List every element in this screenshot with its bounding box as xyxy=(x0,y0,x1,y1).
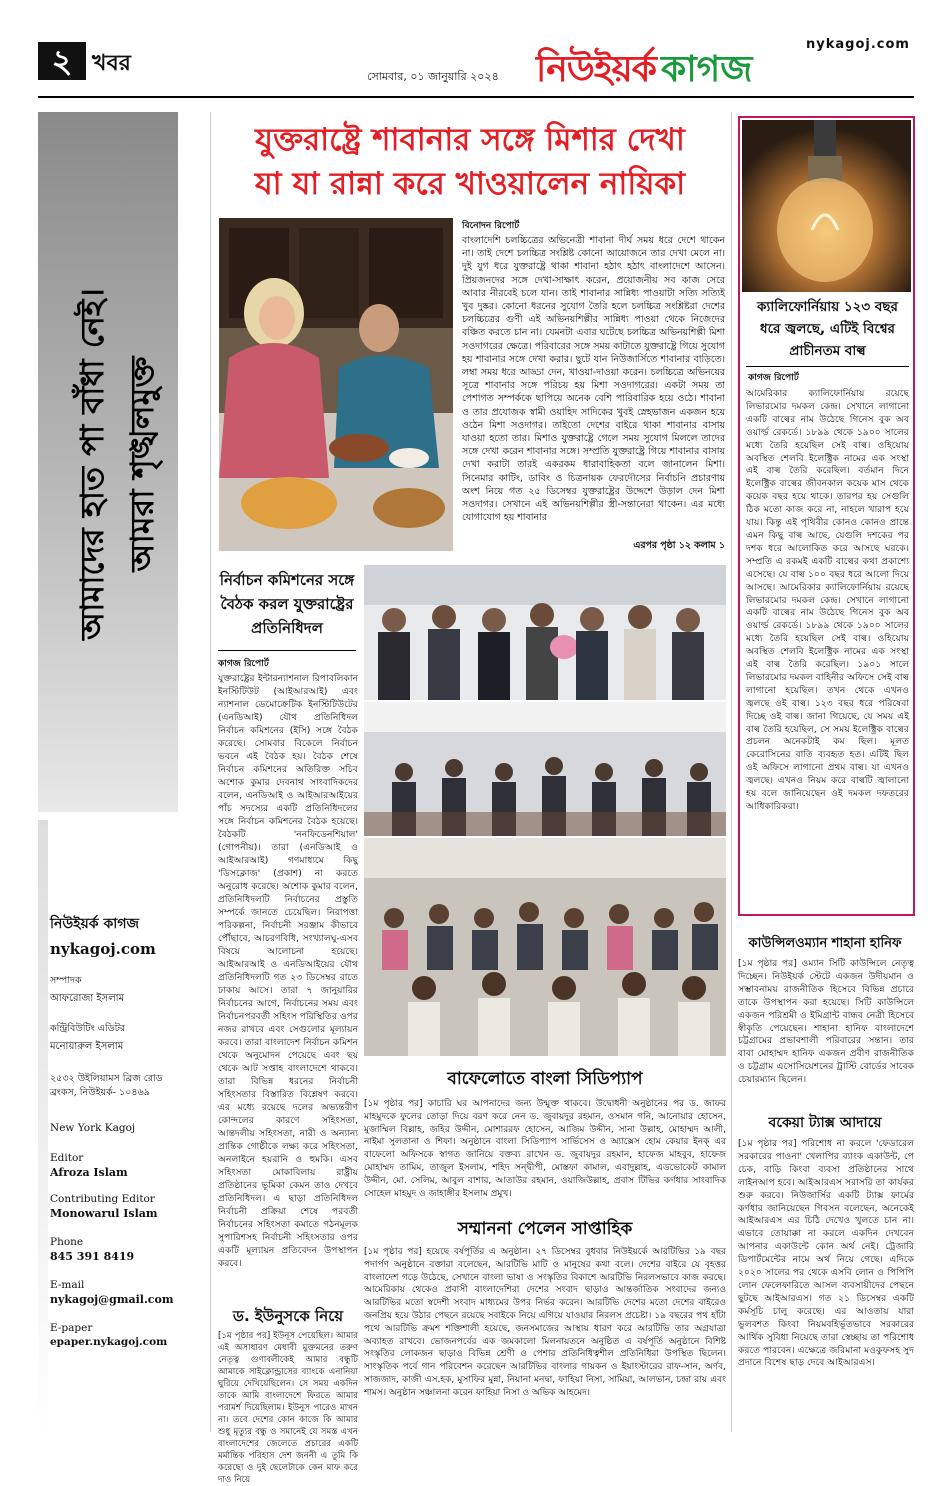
bulb-headline: ক্যালিফোর্নিয়ায় ১২৩ বছর ধরে জ্বলছে, এটিই বিশ্বের প্রাচীনতম বাল্ব xyxy=(757,299,898,359)
imprint-editor-name: Afroza Islam xyxy=(50,1166,128,1179)
lead-byline: বিনোদন রিপোর্ট xyxy=(462,221,520,231)
imprint-epaper: epaper.nykagoj.com xyxy=(50,1336,168,1348)
election-headline: নির্বাচন কমিশনের সঙ্গে বৈঠক করল যুক্তরাষ্ট্রের প্রতিনিধিদল xyxy=(219,571,355,637)
masthead-site: nykagoj.com xyxy=(806,37,910,52)
imprint-phone-label: Phone xyxy=(50,1236,84,1248)
page-number-badge: ২ xyxy=(38,42,86,80)
lead-photo xyxy=(219,218,453,551)
lead-headline-line-2: যা যা রান্না করে খাওয়ালেন নায়িকা xyxy=(254,166,686,202)
imprint-editor-label-bn: সম্পাদক xyxy=(50,975,82,986)
issue-date: সোমবার, ০১ জানুয়ারি ২০২৪ xyxy=(367,70,499,83)
imprint-site: nykagoj.com xyxy=(50,940,156,958)
imprint-email-label: E-mail xyxy=(50,1279,85,1291)
imprint-editor-label: Editor xyxy=(50,1152,84,1164)
bulb-rule xyxy=(746,366,909,367)
imprint-contrib-label: Contributing Editor xyxy=(50,1193,155,1205)
column-rule-1 xyxy=(210,112,211,1432)
imprint-address-bn: ২৫৩২ উইলিয়ামস ব্রিজ রোড ব্রংকস, নিউইয়র্ক- ১০৪৬৯ xyxy=(50,1073,163,1098)
imprint-email: nykagoj@gmail.com xyxy=(50,1293,174,1306)
tax-body: [১ম পৃষ্ঠার পর] পরিশোধ না করলে 'ফেডারেল সরকারের পাওনা' খেলাপির ব্যাংক একাউন্ট, পে চেক, বাড়ি কিংবা ব্যবসা প্রতিষ্ঠানের সাথে লাইনআপ হবে। আইআরএস সরাসরি তা কার্যকর শুরু করবে। নিউজার্সির একটি ট্যাক্স ফার্মের কর্ণধার জানিয়েছেন গিবসন বলেছেন, অনেকেই আইআরএস এর চিঠি দেখেও খুলতে চান না। এভাবে তোয়াক্কা না করলে একদিন দেখবেন আপনার একাউন্টে কোন অর্থ নেই। ট্রেজারি ডিপার্টমেন্টের নামে অর্থ নিয়ে গেছে। এদিকে ২০২০ সালের পর থেকে এসবি লোন ও পিপিপি লোন ফেলেফারিতে আসল ব্যবসায়ীদের পেছনে ছুটছে আইআরএস। গত ২১ ডিসেম্বর একটি কর্মসূচি চালু করেছে। এর আওতায় যারা ভুলবশত কিংবা নিয়মবহির্ভূতভাবে সরকারের আর্থিক সুবিধা নিয়েছে তারা স্বেচ্ছায় তা পরিশোধ করতে পারবেন। এক্ষেত্রে জরিমানা মওকুফসহ সুদ প্রদানে বিশেষ ছাড় দেবে আইআরএস। xyxy=(738,1138,914,1369)
masthead-logo-part1: নিউইয়র্ক xyxy=(536,49,656,90)
imprint-contrib-name: Monowarul Islam xyxy=(50,1207,158,1220)
imprint-epaper-label: E-paper xyxy=(50,1322,93,1334)
group-photo-icon xyxy=(364,565,726,700)
lead-body: বাংলাদেশি চলচ্চিত্রের অভিনেত্রী শাবানা দীর্ঘ সময় ধরে দেশে থাকেন না। তাই দেশে চলচ্চিত্র সংশ্লিষ্ট কোনো আয়োজনে তার দেখা মেলে না। দুই যুগ ধরে যুক্তরাষ্ট্রে থাকা শাবানা হঠাৎ হঠাৎ বাংলাদেশে আসেন। প্রিয়জনদের সঙ্গে দেখা-সাক্ষাৎ করেন, প্রয়োজনীয় সব কাজ সেরে আবার নীরবেই চলে যান। তাই শাবানার সান্নিধ্য পাওয়াটা সত্যি সত্যিই খুব দুষ্কর। কোনো ধরনের সুযোগ তৈরি হলে চলচ্চিত্র সংশ্লিষ্টরা দেশের চলচ্চিত্রের গুণী এই অভিনয়শিল্পীর সান্নিধ্য পাওয়া থেকে নিজেদের বঞ্চিত করতে চান না। যেমনটা এবার ঘটেছে চলচ্চিত্র অভিনয়শিল্পী মিশা সওদাগরের ক্ষেত্রে। পরিবারের সঙ্গে সময় কাটাতে যুক্তরাষ্ট্রে গিয়ে সুযোগ হয় শাবানার সঙ্গে দেখা করার। ছুটে যান নিউজার্সিতে শাবানার বাড়িতে। লম্বা সময় ধরে আড্ডা দেন, খাওয়া-দাওয়া করেন। চলচ্চিত্রে অভিনয়ের সূত্রে শাবানার সঙ্গে পরিচয় হয় মিশা সওদাগরের। একটা সময় তা পেশাগত সম্পর্ককে ছাপিয়ে অনেক বেশি পারিবারিক হয়ে ওঠে। শাবানা ও তার প্রযোজক স্বামী ওয়াহিদ সাদিকের খুবই স্নেহভাজন একজন হয়ে ওঠেন মিশা সওদাগর। তাইতো দেশের বাইরে থাকা শাবানার বাসায় যাওয়া হতো তার। মিশাও যুক্তরাষ্ট্রে গেলে সময় সুযোগ মিললে তাদের সঙ্গে দেখা করেন শাবানার সঙ্গে। সম্প্রতি যুক্তরাষ্ট্রে গিয়ে শাবানার বাসায় দেখা করাটা তারই একরকম ধারাবাহিকতা বলে জানালেন মিশা। সিনেমার কাটিং, ডাবিং ও চিত্রনায়ক ফেরদৌসের নির্বাচনি প্রচারণায় অংশ নিয়ে গত ২৫ ডিসেম্বর যুক্তরাষ্ট্রের উদ্দেশে উড়াল দেন মিশা সওদাগর। সেখানে এই অভিনয়শিল্পীর স্ত্রী-সন্তানেরা থাকেন। এর মধ্যে যোগাযোগ হয় শাবানার xyxy=(462,235,725,524)
lead-headline xyxy=(215,118,725,206)
sidebar-fade-strip xyxy=(38,820,48,1440)
bulb-byline: কাগজ রিপোর্ট xyxy=(748,373,799,383)
yunus-headline-wide: ড. ইউনুসকে নিয়ে xyxy=(232,1307,344,1325)
weekly-body: [১ম পৃষ্ঠার পর] হয়েছে বর্ষপূর্তির এ অনুষ্ঠান। ২৭ ডিসেম্বর বুধবার নিউইয়র্কে আরটিভির ১৯ বছর পদার্পণ অনুষ্ঠানে বক্তারা বলেছেন, আরটিভি মাটি ও মানুষের কথা বলে। দেশের বাইরে যে বৃহত্তর বাংলাদেশ গড়ে উঠেছে, সেখানে বাংলা ভাষা ও সংস্কৃতির বিকাশে আরটিভি নিরলসভাবে কাজ করছে। আমেরিকায় থেকেও প্রবাসী বাংলাদেশিরা দেশের সংবাদ ছাড়াও আন্তর্জাতিক সংবাদের জন্যও আরটিভির মতো স্বদেশী সংবাদ মাধ্যমের উপর নির্ভর করেন। আরটিভি দেশের মতো দেশের বাইরেও জনপ্রিয় হয়ে উঠার পেছনে রয়েছে সবাইকে নিয়ে এগিয়ে যাওয়ার নিরলস প্রচেষ্টা। ১৯ বছরের পথ হাঁটা পথে আরটিভি ক্রমশ শক্তিশালী হয়েছে, জনসমাজের আস্থায় ধারণ করে আরটিভি তার অগ্রযাত্রা অব্যাহত রাখবে। ভোজনপর্বের এক জমকালো মিলনায়তনে অনুষ্ঠিত এ বর্ষপূর্তি অনুষ্ঠানে বিশিষ্ট সংস্কৃতির লোকজন ছাড়াও বিভিন্ন শ্রেণী ও পেশার প্রতিনিধিত্বশীল প্রতিনিধিরা উপস্থিত ছিলেন। সাংস্কৃতিক পর্বে গান পরিবেশন করেছেন আরটিভির বাংলার গায়কন ও ইয়াংস্টারের রাফ-সান, অর্ণব, সাজজাদ, কাজী এস.হক, মুসাফির মুন্না, নিয়ানা মনদ্বা, ফাহিয়া নিসা, সামিয়া, আলভান, চন্দ্রা রায় এবং শামস। অনুষ্ঠান সঞ্চালনা করেন ফাহিয়া নিসা ও অভিক আহমেদ। xyxy=(364,1247,726,1398)
imprint-name-en: New York Kagoj xyxy=(50,1122,136,1134)
kitchen-photo-icon xyxy=(219,218,453,551)
election-byline: কাগজ রিপোর্ট xyxy=(218,659,269,669)
imprint-name-bn: নিউইয়র্ক কাগজ xyxy=(50,916,140,932)
imprint-contrib-name-bn: মনোয়ারুল ইসলাম xyxy=(50,1041,124,1052)
election-body: যুক্তরাষ্ট্রের ইন্টারন্যাশনাল রিপাবলিকান ইনস্টিটিউট (আইআরআই) এবং ন্যাশনাল ডেমোক্রেটিক ইনস্টিটিউটের (এনডিআই) যৌথ প্রতিনিধিদল নির্বাচন কমিশনের (ইসি) সঙ্গে বৈঠক করেছে। সোমবার বিকেলে নির্বাচন ভবনে এই বৈঠক হয়। বৈঠক শেষে নির্বাচন কমিশনের অতিরিক্ত সচিব অশোক কুমার দেবনাথ সাংবাদিকদের বলেন, এনডিআই ও আইআরআইয়ের পাঁচ সদস্যের একটি প্রতিনিধিদলের সঙ্গে নির্বাচন কমিশনের বৈঠক হয়েছে। বৈঠকটি 'ননফিডেনশিয়াল' (গোপনীয়)। তারা (এনডিআই ও আইআরআই) গণমাধ্যমে কিছু 'ডিসক্লোজ' (প্রকাশ) না করতে অনুরোধ করেছে। অশোক কুমার বলেন, প্রতিনিধিদলটি নির্বাচনের প্রস্তুতি সম্পর্কে জানতে চেয়েছিল। নিরাপত্তা পরিকল্পনা, নির্বাচনী সরঞ্জাম কীভাবে পৌঁছাবে, আচরণবিধি, সংখ্যালঘু-এসব বিষয়ে আলোচনা হয়েছে। আইআরআই ও এনডিআইয়ের যৌথ প্রতিনিধিদলটি গত ২৩ ডিসেম্বর রাতে ঢাকায় আসে। তারা ৭ জানুয়ারির নির্বাচনের আগে, নির্বাচনের সময় এবং নির্বাচনপরবর্তী সহিংস পরিস্থিতির ওপর নজর রাখবে এবং সেগুলোর মূল্যায়ন করবে। তারা বাংলাদেশ নির্বাচন কমিশন থেকে অনুমোদন পেয়েছে এবং ছয় থেকে আট সপ্তাহ বাংলাদেশে থাকবে। তারা বিভিন্ন ধরনের নির্বাচনী সহিংসতার বিস্তারিত বিশ্লেষণ করবে। এর মধ্যে রয়েছে দলের অভ্যন্তরীণ কোন্দলের কারণে সহিংসতা, আন্তদলীয় সহিংসতা, নারী ও অন্যান্য প্রান্তিক গোষ্ঠীকে লক্ষ্য করে সহিংসতা, অনলাইনে হয়রানি ও হুমকি। এসব সহিংসতা মোকাবিলায় রাষ্ট্রীয় প্রতিষ্ঠানের ভূমিকা কেমন তাও দেখবে প্রতিনিধিদল। এ ছাড়া প্রতিনিধিদল নির্বাচনী প্রক্রিয়া শেষে পরবর্তী নির্বাচনের সহিংসতা কমাতে গঠনমূলক সুপারিশসহ নির্বাচনী সহিংসতার ওপর একটি মূল্যায়ন প্রতিবেদন উপস্থাপন করবে। xyxy=(218,673,358,1269)
meeting-photo-3 xyxy=(364,838,726,1056)
council-body: [১ম পৃষ্ঠার পর] ওম্যান সিটি কাউন্সিলে নেতৃত্ব দিচ্ছেন। নিউইয়র্ক স্টেটে একজন উদীয়মান ও সম্ভাবনাময় রাজনীতিক হিসেবে বিভিন্ন প্রচারে তাকে উপস্থাপন করা হয়েছে। সিটি কাউন্সিলে একজন পরিশ্রমী ও ইমিগ্রান্ট বান্ধব নেত্রী হিসেবে স্বীকৃতি পেয়েছেন। শাহানা হানিফ বাংলাদেশে চট্টগ্রামের প্রভাবশালী পরিবারের সন্তান। তার বাবা মোহাম্মদ হানিফ একজন প্রবীণ রাজনীতিক ও চট্টগ্রাম এসোসিয়েশনের ট্রাস্টি বোর্ডের সাবেক চেয়ারম্যান ছিলেন। xyxy=(738,958,914,1086)
column-rule-2 xyxy=(731,112,732,1432)
lead-continued: এরপর পৃষ্ঠা ১২ কলাম ১ xyxy=(633,540,725,551)
masthead-logo xyxy=(536,42,914,88)
sidebar-imprint xyxy=(50,912,200,1348)
weekly-headline: সম্মাননা পেলেন সাপ্তাহিক xyxy=(457,1219,633,1239)
lead-headline-line-1: যুক্তরাষ্ট্রে শাবানার সঙ্গে মিশার দেখা xyxy=(255,122,685,158)
audience-photo-icon xyxy=(364,702,726,836)
yunus-body: [১ম পৃষ্ঠার পর] ইউনূস পেয়েছিল। আমার এই অসাধারণ মেধাবী মুক্তমনের তরুণ নেতৃত্ব গুণাবলীকেই আমার বন্ধুটি আমাকে সাইক্লোন্ড্রাসের ব্যাংকে এনানিয়া ঘুরিয়ে দেখিয়েছিলেন। সে সময় একদিন তাকে আমি বাংলাদেশে ফিরতে আমার পরামর্শ দিয়েছিলাম। ইউনুস পারেও মাখন না। তবে দেশের কোন কাজে কি আমার শুধু মৃত্যুর বন্ধু ও সমানেই যে সমস্ত এখন বাংলাদেশের জেলেতে প্রচারের একটি মর্মান্তিক পরিহাস দেশ জননী এ তুমি কি করেছো ও দুই ছেলেটাকে কেন মাফ করে দাও নিয়ে xyxy=(218,1331,358,1485)
imprint-editor-name-bn: আফরোজা ইসলাম xyxy=(50,993,125,1004)
sidebar-slogan xyxy=(40,112,176,812)
imprint-contrib-label-bn: কন্ট্রিবিউটিং এডিটর xyxy=(50,1023,126,1034)
imprint-phone: 845 391 8419 xyxy=(50,1250,135,1263)
bulb-body: আমেরিকার ক্যালিফোর্নিয়ায় রয়েছে লিভারমোর দমকল কেন্দ্র। সেখানে লাগানো একটি বাল্বের নাম উঠেছে গিনেস বুক অব ওয়ার্ল্ড রেকর্ডে। ১৮৯৯ থেকে ১৯০০ সালের মধ্যে তৈরি হয়েছিল সেই বাল্ব। ওহিয়োয় অবস্থিত শেলবি ইলেক্ট্রিক নামের এক সংস্থা এই বাল্ব তৈরি করেছিল। বর্তমান দিনে ইলেক্ট্রিক বাল্বের জীবনকাল কয়েক মাস থেকে কয়েক বছর হয়ে থাকে। তারপর হয় সেগুলি ঠিক মতো কাজ করে না, নাহলে খারাপ হয়ে যায়। কিন্তু এই পৃথিবীর কোনও কোনও প্রান্তে এমন কিছু বাল্ব আছে, যেগুলি দশকের পর দশক ধরে আলোকিত করে আসছে ঘরকে। সম্প্রতি এ রকমই একটি বাল্বের কথা প্রকাশ্যে এসেছে। যে বাল্ব ১০০ বছর ধরে আলো দিয়ে আসছে। আমেরিকার ক্যালিফোর্নিয়ায় রয়েছে লিভারমোর দমকল কেন্দ্র। সেখানে লাগানো একটি বাল্বের নাম উঠেছে গিনেস বুক অব ওয়ার্ল্ড রেকর্ডে। ১৮৯৯ থেকে ১৯০০ সালের মধ্যে তৈরি হয়েছিল সেই বাল্ব। ওহিয়োয় অবস্থিত শেলবি ইলেক্ট্রিক নামের এক সংস্থা এই বাল্ব তৈরি করেছিল। ১৯০১ সালে লিভারমোর দমকল বাহিনীর অফিসে সেই বাল্ব লাগানো হয়েছিল। তখন থেকে এখনও জ্বলছে ওই বাল্ব। ১২৩ বছর ধরে পরিষেবা দিচ্ছে ওই বাল্ব। জানা গিয়েছে, যে সময় এই বাল্ব তৈরি হয়েছিল, সে সময় ইলেক্ট্রিক বাল্বের প্রচলন অনেকটাই কম ছিল। মূলত কেরোসিনের বাতি ব্যবহৃত হত। এটিই ছিল ওই অফিসে লাগানো প্রথম বাল্ব। যা এখনও জ্বলছে। এখনও নিয়ম করে বাল্বটি জ্বালানো হয় বলে জানিয়েছেন ওই দমকল দফতরের আধিকারিকরা। xyxy=(746,388,909,812)
meeting-photo-2 xyxy=(364,702,726,836)
meeting-photo-1 xyxy=(364,565,726,700)
bulb-photo xyxy=(742,120,911,292)
slogan-line-1: আমাদের হাত পা বাঁধা নেই। xyxy=(73,288,111,640)
slogan-line-2: আমরা শৃঙ্খলমুক্ত xyxy=(123,356,161,572)
masthead-logo-part2: কাগজ xyxy=(661,49,753,90)
tax-headline: বকেয়া ট্যাক্স আদায়ে xyxy=(768,1115,882,1131)
council-headline: কাউন্সিলওম্যান শাহানা হানিফ xyxy=(748,936,902,951)
crowd-photo-icon xyxy=(364,838,726,1056)
section-label: খবর xyxy=(92,51,131,76)
header-rule xyxy=(38,96,914,98)
light-bulb-icon xyxy=(742,120,911,292)
election-rule xyxy=(218,650,356,651)
buffalo-body: [১ম পৃষ্ঠার পর] কাচারি ঘর আপনাদের জন্য উন্মুক্ত থাকবে। উদ্বোধনী অনুষ্ঠানের পর ড. জাফর মাহমুদকে ফুলের তোড়া দিয়ে বরণ করে নেন ড. জুবায়দুর রহমান, ওসমান গনি, আনোয়ার হোসেন, মুজাম্মিল বিল্লাহ, জহির উদ্দীন, মোশাররফ হোসেন, আজিম উদ্দীন, সানা উল্লাহ, মোহাম্মদ আলী, নাইমা সুলতানা ও শিফা। অনুষ্ঠানে বাংলা সিডিপ্যাপ সার্ভিসেস ও অ্যাক্সেস হোম কেয়ার ইনক্‌ এর বাফেলো অফিসকে স্বাগত জানিয়ে বক্তব্য রাখেন ড. জুবায়দুর রহমান, হাফেজ মাহবুব, হাফেজ মোহাম্মদ তামিম, তাজুল ইসলাম, শহিদ সন্দ্বীপী, মোস্তফা কামাল, এবাদুল্লাহ, এডভোকেট কামাল উদ্দীন, মো. সেলিম, আবুল বাশার, আতাউর রহমান, ওয়াজিউল্লাহ, প্রবাস টিভির কর্ণধার সাংবাদিক সোহেল মাহমুদ ও জাহাঙ্গীর ইসলাম প্রমুখ। xyxy=(364,1099,726,1199)
buffalo-headline: বাফেলোতে বাংলা সিডিপ্যাপ xyxy=(447,1069,643,1089)
